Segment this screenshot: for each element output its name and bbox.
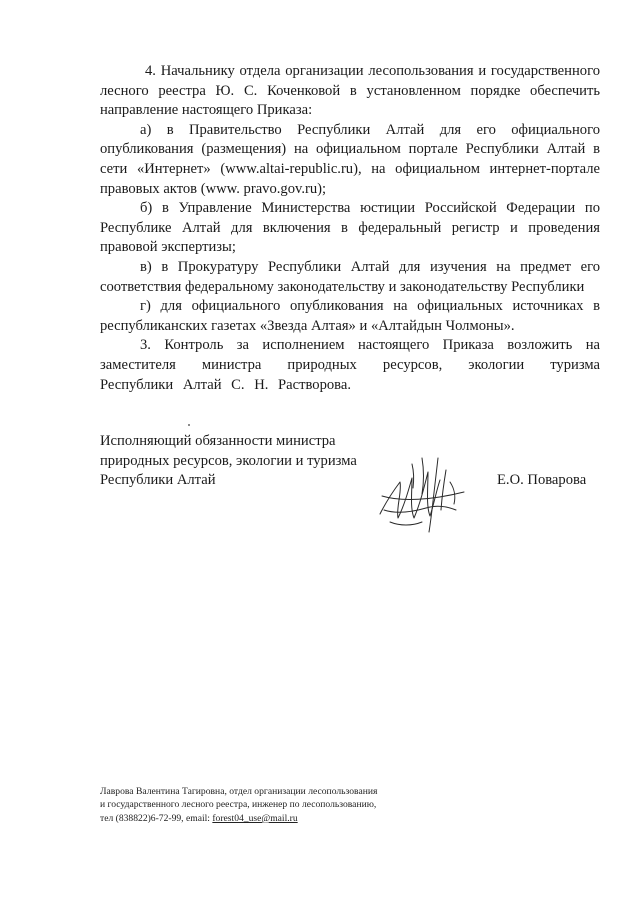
paragraph-item-4: 4. Начальнику отдела организации лесопользования и государственного лесного реестра Ю. С. Коченковой в установленном порядке обеспечить направление настоящего Приказа:	[100, 63, 600, 119]
paragraph-item-a: а) в Правительство Республики Алтай для его официального опубликования (размещения) на официальном портале Республики Алтай в сети «Интернет» (www.altai-republic.ru), на официальном интернет-портале правовых актов (www. pravo.gov.ru);	[100, 121, 600, 197]
footer-line: Лаврова Валентина Тагировна, отдел организации лесопользования	[100, 786, 378, 797]
document-body	[100, 62, 600, 395]
paragraph-item-v: в) в Прокуратуру Республики Алтай для изучения на предмет его соответствия федеральному законодательству и законодательству Республики	[100, 258, 600, 295]
paragraph-item-b: б) в Управление Министерства юстиции Российской Федерации по Республике Алтай для включения в федеральный регистр и проведения правовой экспертизы;	[100, 200, 600, 256]
footer-line: и государственного лесного реестра, инженер по лесопользованию,	[100, 799, 377, 811]
signatory-title-line: Республики Алтай	[100, 472, 216, 489]
signatory-title	[100, 432, 400, 491]
signatory-title-line: Исполняющий обязанности министра	[100, 433, 336, 449]
footer-phone: тел (838822)6-72-99, email:	[100, 812, 213, 824]
email-link[interactable]: forest04_use@mail.ru	[212, 812, 298, 824]
handwritten-signature	[372, 452, 472, 534]
signatory-title-line: природных ресурсов, экологии и туризма	[100, 452, 357, 469]
paragraph-item-3: 3. Контроль за исполнением настоящего Приказа возложить на заместителя министра природных ресурсов, экологии туризма Республики Алтай С. Н. Растворова.	[100, 337, 600, 393]
paragraph-item-g: г) для официального опубликования на официальных источниках в республиканских газетах «Звезда Алтая» и «Алтайдын Чолмоны».	[100, 298, 600, 334]
scan-dot	[188, 424, 190, 426]
footer-line	[100, 812, 560, 825]
footer-contact	[100, 785, 560, 825]
signatory-name: Е.О. Поварова	[497, 472, 587, 488]
